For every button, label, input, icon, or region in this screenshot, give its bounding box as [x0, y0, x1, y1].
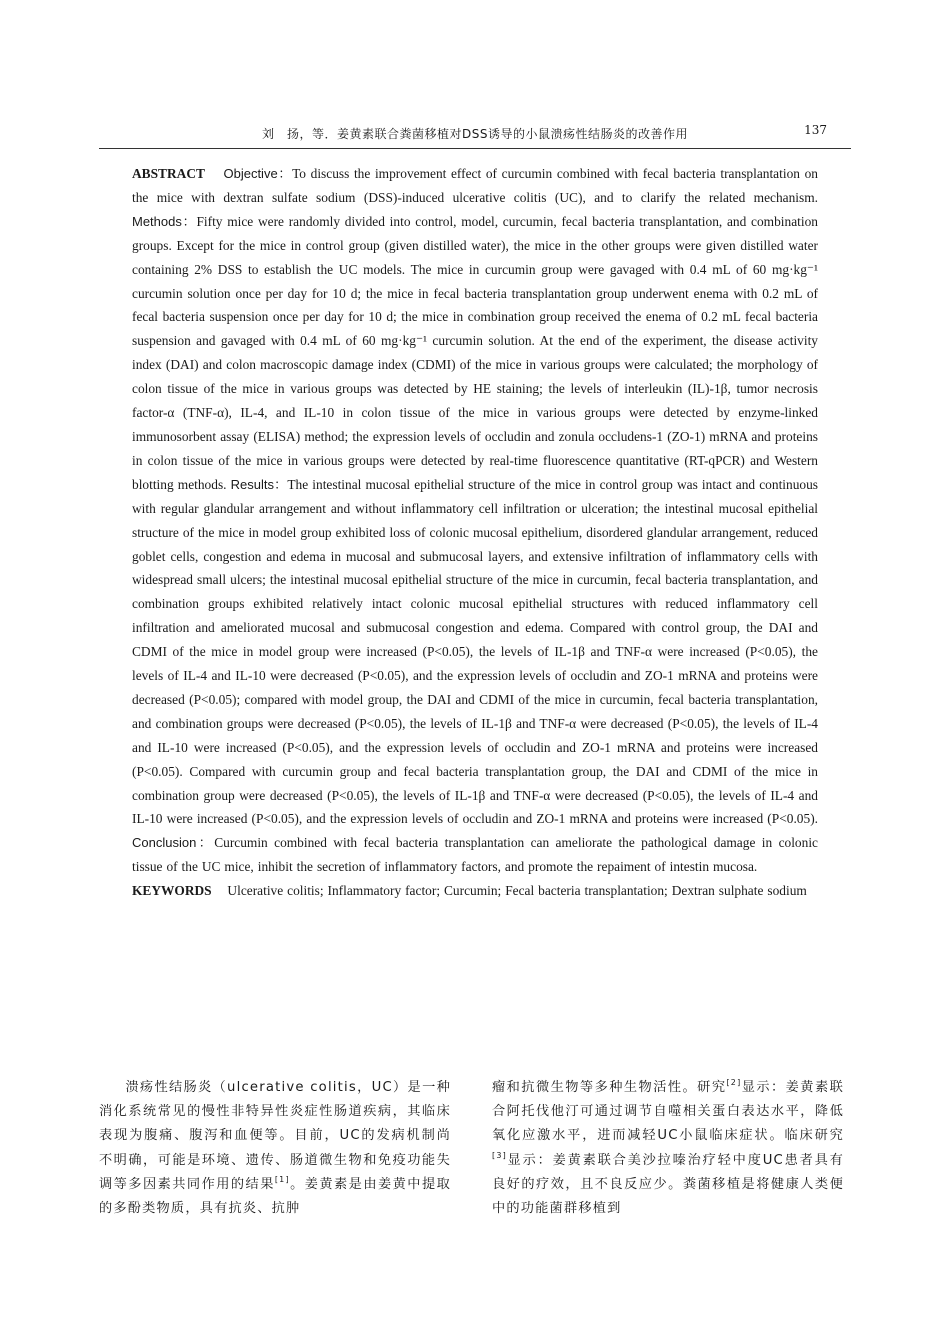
results-label: Results：	[230, 476, 288, 492]
intro-paragraph-left	[99, 1076, 451, 1221]
keywords-text: Ulcerative colitis; Inflammatory factor; Curcumin; Fecal bacteria transplantation; Dextran sulphate sodium	[227, 883, 807, 899]
methods-text: Fifty mice were randomly divided into control, model, curcumin, fecal bacteria transplantation, and combination groups. Except for the mice in control group (given distilled water), the mice in the other groups were given distilled water containing 2% DSS to establish the UC models. The mice in curcumin group were gavaged with 0.4 mL of 60 mg·kg⁻¹ curcumin solution once per day for 10 d; the mice in fecal bacteria transplantation group underwent enema with 0.2 mL of fecal bacteria suspension once per day for 10 d; the mice in combination group received the enema of 0.2 mL fecal bacteria suspension and gavaged with 0.4 mL of 60 mg·kg⁻¹ curcumin solution. At the end of the experiment, the disease activity index (DAI) and colon macroscopic damage index (CDMI) of the mice in various groups were calculated; the morphology of colon tissue of the mice in various groups was detected by HE staining; the levels of interleukin (IL)-1β, tumor necrosis factor-α (TNF-α), IL-4, and IL-10 in colon tissue of the mice in various groups were detected by enzyme-linked immunosorbent assay (ELISA) method; the expression levels of occludin and zonula occludens-1 (ZO-1) mRNA and proteins in colon tissue of the mice in various groups were detected by real-time fluorescence quantitative (RT-qPCR) and Western blotting methods.	[132, 213, 818, 492]
citation-ref: [2]	[726, 1078, 742, 1087]
conclusion-text: Curcumin combined with fecal bacteria transplantation can ameliorate the pathological damage in colonic tissue of the UC mice, inhibit the secretion of inflammatory factors, and promote the repaiment of intestin mucosa.	[132, 835, 818, 875]
intro-paragraph-right	[492, 1076, 844, 1221]
methods-label: Methods：	[132, 213, 197, 229]
keywords-label: KEYWORDS	[132, 883, 212, 899]
abstract-section	[132, 162, 818, 903]
intro-text: 显示：姜黄素联合美沙拉嗪治疗轻中度UC患者具有良好的疗效，且不良反应少。粪菌移植是将健康人类便中的功能菌群移植到	[492, 1152, 844, 1217]
intro-column-right	[492, 1076, 844, 1221]
running-title: 刘 扬，等．姜黄素联合粪菌移植对DSS诱导的小鼠溃疡性结肠炎的改善作用	[262, 127, 688, 141]
keywords	[132, 879, 818, 903]
abstract-label: ABSTRACT	[132, 166, 205, 181]
intro-text: 显示：姜黄素联合阿托伐他汀可通过调节自噬相关蛋白表达水平，降低氧化应激水平，进而减轻UC小鼠临床症状。临床研究	[492, 1080, 845, 1144]
objective-label: Objective：	[223, 166, 293, 181]
conclusion-label: Conclusion：	[132, 835, 215, 851]
intro-text: 溃疡性结肠炎（ulcerative colitis，UC）是一种消化系统常见的慢性非特异性炎症性肠道疾病，其临床表现为腹痛、腹泻和血便等。目前，UC的发病机制尚不明确，可能是环境、遗传、肠道微生物和免疫功能失调等多因素共同作用的结果	[99, 1080, 451, 1192]
results-text: The intestinal mucosal epithelial structure of the mice in control group was intact and continuous with regular glandular arrangement and without inflammatory cell infiltration or ulceration; the intestinal mucosal epithelial structure of the mice in model group exhibited loss of colonic mucosal epithelium, disordered glandular arrangement, reduced goblet cells, congestion and edema in mucosal and submucosal layers, and extensive infiltration of inflammatory cells with widespread small ulcers; the intestinal mucosal epithelial structure of the mice in curcumin, fecal bacteria transplantation, and combination groups exhibited relatively intact colonic mucosal epithelial structures with reduced inflammatory cell infiltration and ameliorated mucosal and submucosal congestion and edema. Compared with control group, the DAI and CDMI of the mice in model group were increased (P<0.05), the levels of IL-1β and TNF-α were increased (P<0.05), the levels of IL-4 and IL-10 were decreased (P<0.05), and the expression levels of occludin and ZO-1 mRNA and proteins were decreased (P<0.05); compared with model group, the DAI and CDMI of the mice in curcumin, fecal bacteria transplantation, and combination groups were decreased (P<0.05), the levels of IL-1β and TNF-α were decreased (P<0.05), the levels of IL-4 and IL-10 were increased (P<0.05), and the expression levels of occludin and ZO-1 mRNA and proteins were increased (P<0.05). Compared with curcumin group and fecal bacteria transplantation group, the DAI and CDMI of the mice in combination group were decreased (P<0.05), the levels of IL-1β and TNF-α were decreased (P<0.05), the levels of IL-4 and IL-10 were increased (P<0.05), and the expression levels of occludin and ZO-1 mRNA and proteins were increased (P<0.05).	[132, 476, 818, 827]
objective-text: To discuss the improvement effect of curcumin combined with fecal bacteria transplantation on the mice with dextran sulfate sodium (DSS)-induced ulcerative colitis (UC), and to clarify the related mechanism.	[132, 166, 818, 205]
abstract-text	[132, 162, 818, 879]
citation-ref: [1]	[274, 1174, 290, 1184]
page-number: 137	[804, 123, 827, 137]
intro-column-left	[99, 1076, 451, 1221]
running-header	[99, 120, 851, 149]
citation-ref: [3]	[492, 1150, 507, 1160]
intro-text: 。姜黄素是由姜黄中提取的多酚类物质，具有抗炎、抗肿	[99, 1176, 451, 1217]
intro-text: 瘤和抗微生物等多种生物活性。研究	[492, 1080, 727, 1095]
